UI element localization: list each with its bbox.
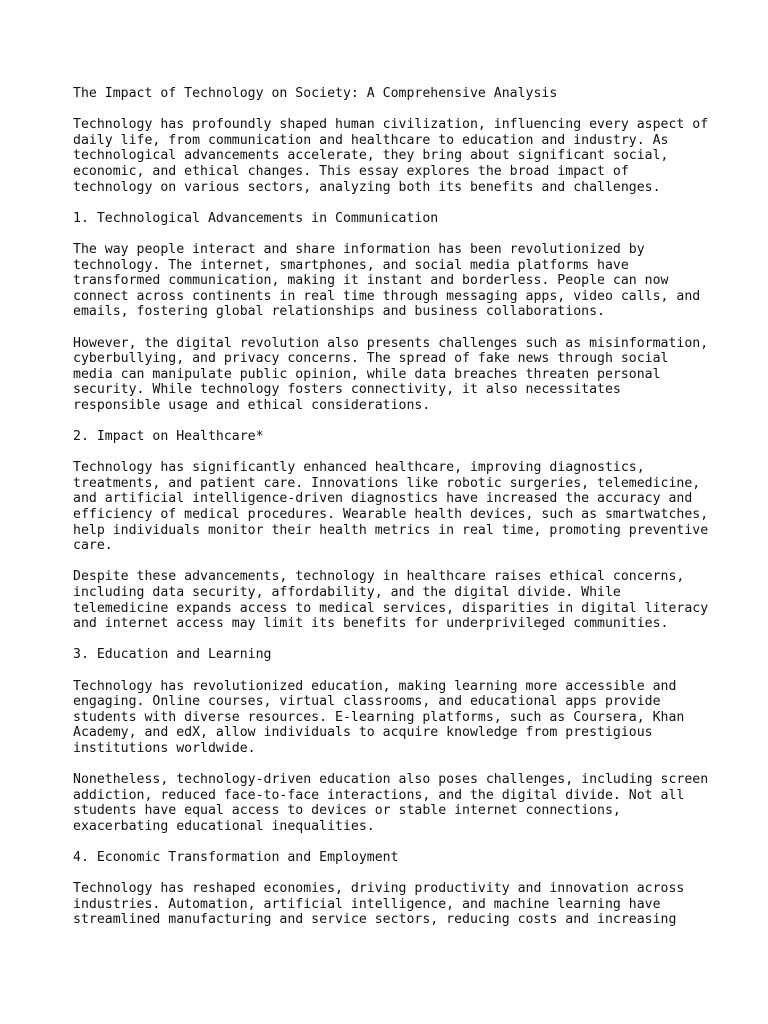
paragraph-line: including data security, affordability, and the digital divide. While	[73, 585, 621, 600]
paragraph-line: media can manipulate public opinion, while data breaches threaten personal	[73, 366, 661, 382]
section-heading-communication	[73, 211, 703, 227]
section-paragraph	[73, 679, 703, 757]
section-paragraph	[73, 772, 709, 834]
paragraph-line: industries. Automation, artificial intelligence, and machine learning have	[73, 896, 661, 912]
document-page	[73, 86, 709, 944]
paragraph-line: Technology has profoundly shaped human civilization, influencing every aspect of	[73, 117, 709, 133]
section-heading-text: 4. Economic Transformation and Employment	[73, 850, 399, 866]
paragraph-line: institutions worldwide.	[73, 740, 256, 756]
section-heading-education	[73, 647, 703, 663]
paragraph-line: connect across continents in real time through messaging apps, video calls, and	[73, 288, 701, 304]
paragraph-line: engaging. Online courses, virtual classrooms, and educational apps provide	[73, 694, 661, 710]
paragraph-line: emails, fostering global relationships and business collaborations.	[73, 304, 605, 320]
paragraph-line: Academy, and edX, allow individuals to acquire knowledge from prestigious	[73, 725, 653, 741]
paragraph-line: exacerbating educational inequalities.	[73, 818, 375, 834]
paragraph-line: The way people interact and share information has been revolutionized by	[73, 241, 645, 257]
section-paragraph	[73, 242, 703, 320]
section-paragraph	[73, 335, 709, 414]
paragraph-line: Technology has revolutionized education, making learning more accessible and	[73, 678, 677, 694]
paragraph-line: Despite these advancements, technology in healthcare raises ethical concerns,	[73, 569, 685, 585]
section-paragraph	[73, 881, 703, 928]
paragraph-line: However, the digital revolution also presents challenges such as misinformation,	[73, 335, 709, 351]
document-title	[73, 86, 703, 102]
paragraph-line: help individuals monitor their health metrics in real time, promoting preventive	[73, 522, 709, 538]
paragraph-line: Technology has reshaped economies, driving productivity and innovation across	[73, 881, 685, 897]
section-heading-text: 1. Technological Advancements in Communication	[73, 210, 439, 226]
paragraph-line: efficiency of medical procedures. Wearable health devices, such as smartwatches,	[73, 507, 709, 523]
paragraph-line: economic, and ethical changes. This essay explores the broad impact of	[73, 163, 629, 179]
section-heading-text: 3. Education and Learning	[73, 647, 272, 663]
paragraph-line: cyberbullying, and privacy concerns. The spread of fake news through social	[73, 351, 669, 367]
paragraph-line: transformed communication, making it instant and borderless. People can now	[73, 273, 669, 289]
intro-paragraph	[73, 117, 709, 195]
paragraph-line: students have equal access to devices or stable internet connections,	[73, 803, 621, 819]
paragraph-line: addiction, reduced face-to-face interactions, and the digital divide. Not all	[73, 787, 685, 803]
paragraph-line: and artificial intelligence-driven diagnostics have increased the accuracy and	[73, 491, 693, 507]
section-heading-text: 2. Impact on Healthcare*	[73, 429, 264, 445]
paragraph-line: technology on various sectors, analyzing both its benefits and challenges.	[73, 179, 661, 195]
section-paragraph	[73, 569, 709, 632]
paragraph-line: Technology has significantly enhanced healthcare, improving diagnostics,	[73, 460, 645, 476]
paragraph-line: Nonetheless, technology-driven education also poses challenges, including screen	[73, 772, 709, 788]
section-paragraph	[73, 460, 709, 554]
paragraph-line: technological advancements accelerate, they bring about significant social,	[73, 148, 669, 164]
paragraph-line: responsible usage and ethical considerations.	[73, 397, 431, 413]
paragraph-line: and internet access may limit its benefits for underprivileged communities.	[73, 616, 669, 632]
paragraph-line: streamlined manufacturing and service sectors, reducing costs and increasing	[73, 912, 677, 928]
paragraph-line: care.	[73, 538, 113, 554]
paragraph-line: security. While technology fosters connectivity, it also necessitates	[73, 382, 621, 398]
paragraph-line: treatments, and patient care. Innovations like robotic surgeries, telemedicine,	[73, 475, 701, 491]
paragraph-line: telemedicine expands access to medical services, disparities in digital literacy	[73, 600, 709, 616]
paragraph-line: students with diverse resources. E-learning platforms, such as Coursera, Khan	[73, 709, 685, 725]
paragraph-line: technology. The internet, smartphones, and social media platforms have	[73, 257, 629, 273]
title-line: The Impact of Technology on Society: A Comprehensive Analysis	[73, 86, 558, 101]
section-heading-economy	[73, 850, 703, 866]
paragraph-line: daily life, from communication and healthcare to education and industry. As	[73, 132, 669, 148]
section-heading-healthcare	[73, 429, 703, 445]
